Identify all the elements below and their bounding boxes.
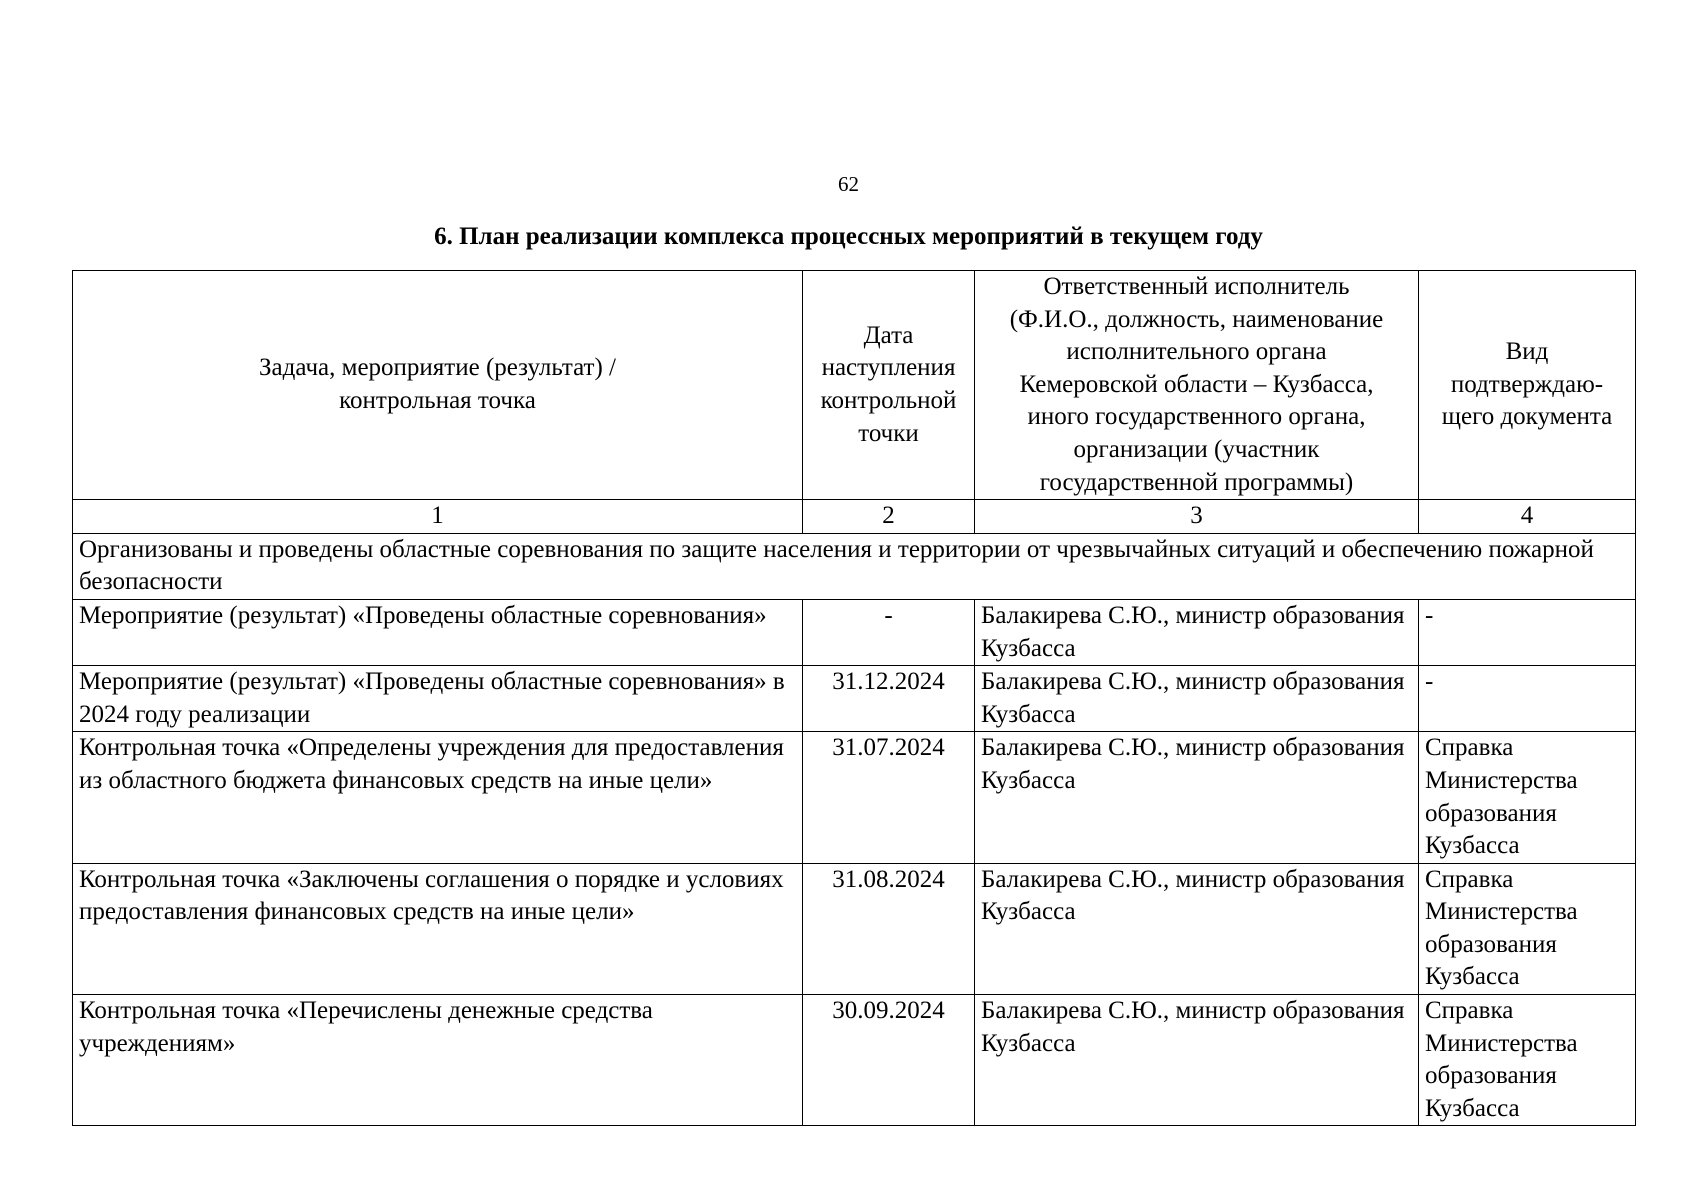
responsible-cell: Балакирева С.Ю., министр образования Кузбасса — [975, 732, 1419, 863]
section-row — [73, 533, 1636, 599]
document-cell: Справка Министерства образования Кузбасса — [1419, 995, 1636, 1126]
date-cell: 30.09.2024 — [803, 995, 975, 1126]
document-title: 6. План реализации комплекса процессных мероприятий в текущем году — [434, 223, 1263, 250]
table-row — [73, 995, 1636, 1126]
document-cell: Справка Министерства образования Кузбасса — [1419, 732, 1636, 863]
task-cell: Мероприятие (результат) «Проведены областные соревнования» — [73, 599, 803, 665]
document-cell: Справка Министерства образования Кузбасса — [1419, 863, 1636, 994]
date-cell: 31.12.2024 — [803, 666, 975, 732]
task-cell: Контрольная точка «Заключены соглашения о порядке и условиях предоставления финансовых средств на иные цели» — [73, 863, 803, 994]
date-cell: 31.07.2024 — [803, 732, 975, 863]
header-row — [73, 271, 1636, 500]
table-row — [73, 666, 1636, 732]
task-cell: Контрольная точка «Определены учреждения для предоставления из областного бюджета финансовых средств на иные цели» — [73, 732, 803, 863]
table-row — [73, 599, 1636, 665]
task-cell: Контрольная точка «Перечислены денежные средства учреждениям» — [73, 995, 803, 1126]
responsible-cell: Балакирева С.Ю., министр образования Кузбасса — [975, 666, 1419, 732]
table-row — [73, 732, 1636, 863]
responsible-cell: Балакирева С.Ю., министр образования Кузбасса — [975, 863, 1419, 994]
section-title: Организованы и проведены областные соревнования по защите населения и территории от чрезвычайных ситуаций и обеспечению пожарной безопасности — [73, 533, 1636, 599]
header-document: Вид подтверждаю- щего документа — [1419, 271, 1636, 500]
date-cell: - — [803, 599, 975, 665]
date-cell: 31.08.2024 — [803, 863, 975, 994]
column-number: 3 — [975, 500, 1419, 534]
plan-table — [72, 270, 1636, 1126]
responsible-cell: Балакирева С.Ю., министр образования Кузбасса — [975, 599, 1419, 665]
document-cell: - — [1419, 666, 1636, 732]
header-date: Дата наступления контрольной точки — [803, 271, 975, 500]
page-number: 62 — [838, 172, 859, 196]
column-number: 4 — [1419, 500, 1636, 534]
column-number: 2 — [803, 500, 975, 534]
responsible-cell: Балакирева С.Ю., министр образования Кузбасса — [975, 995, 1419, 1126]
table-row — [73, 863, 1636, 994]
header-task: Задача, мероприятие (результат) / контрольная точка — [73, 271, 803, 500]
document-cell: - — [1419, 599, 1636, 665]
header-responsible: Ответственный исполнитель (Ф.И.О., должность, наименование исполнительного органа Кемеровской области – Кузбасса, иного государственного органа, организации (участник государственной программы) — [975, 271, 1419, 500]
column-number-row — [73, 500, 1636, 534]
column-number: 1 — [73, 500, 803, 534]
task-cell: Мероприятие (результат) «Проведены областные соревнования» в 2024 году реализации — [73, 666, 803, 732]
